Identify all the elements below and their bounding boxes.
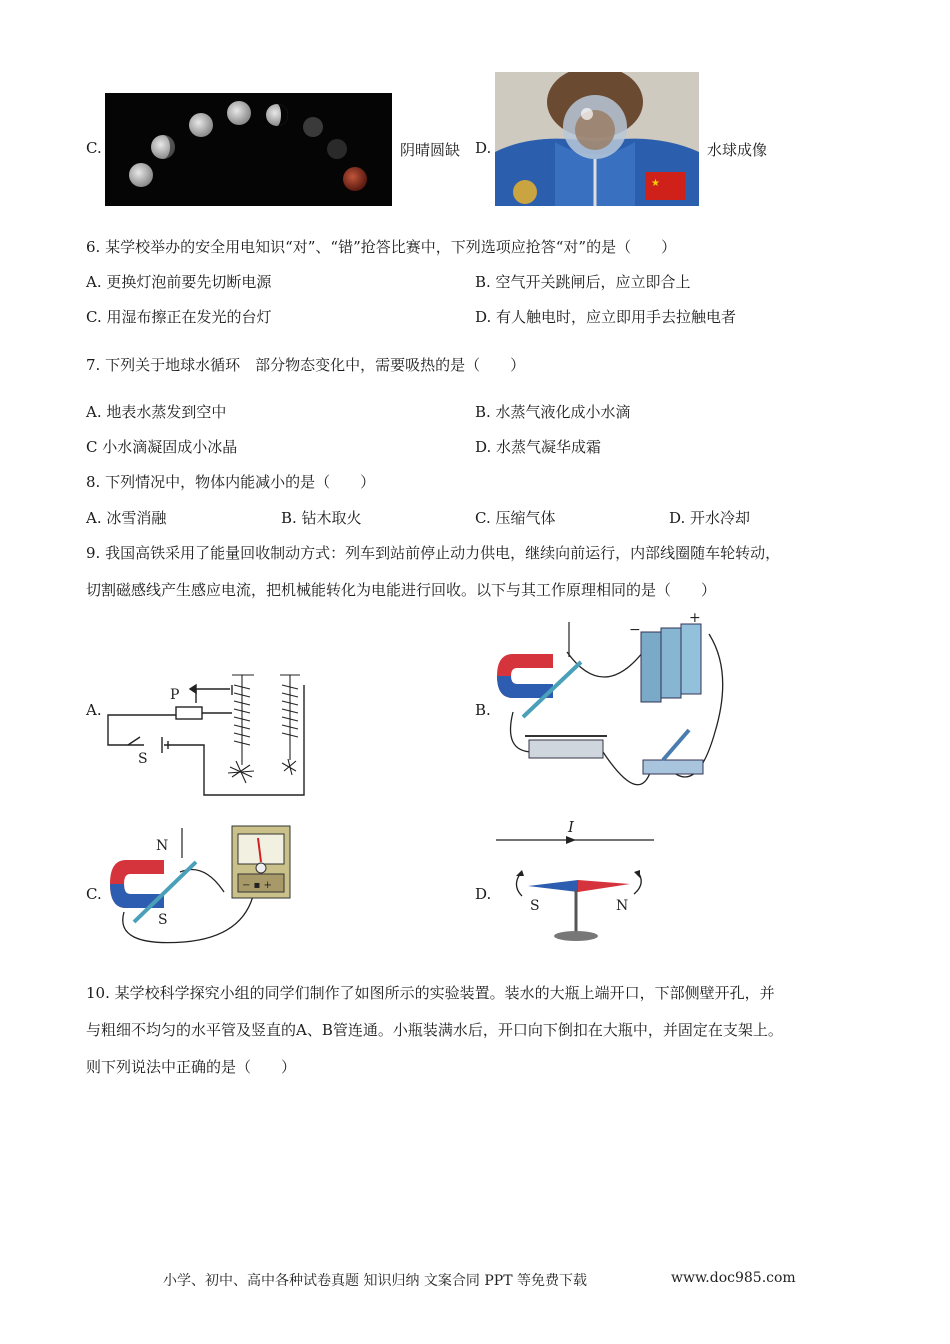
q10-stem-line2: 与粗细不均匀的水平管及竖直的A、B管连通。小瓶装满水后，开口向下倒扣在大瓶中，并固定在支架上。 (86, 1021, 783, 1039)
fig-b-minus-label: − (629, 622, 641, 638)
q7-option-a: A. 地表水蒸发到空中 (86, 403, 227, 421)
switch (643, 730, 703, 774)
galvanometer-figure (104, 822, 304, 947)
fig-a-s-label: S (138, 751, 148, 767)
q9-option-c-label: C. (86, 885, 102, 903)
q5-option-c-label: C. (86, 139, 102, 157)
q8-option-b: B. 钻木取火 (281, 509, 362, 527)
q7-option-d: D. 水蒸气凝华成霜 (475, 438, 602, 456)
generator-battery-figure (493, 612, 728, 797)
q5-option-d-label: D. (475, 139, 492, 157)
oersted-compass-figure (494, 814, 664, 948)
rheostat (525, 736, 607, 758)
compass-needle (528, 880, 630, 941)
nail-coils (228, 675, 300, 783)
svg-text:★: ★ (651, 178, 660, 189)
q7-option-c: C 小水滴凝固成小冰晶 (86, 438, 238, 456)
moon-phases-image (105, 93, 392, 206)
footer-text: 小学、初中、高中各种试卷真题 知识归纳 文案合同 PPT 等免费下载 (163, 1273, 587, 1289)
fig-d-s-label: S (530, 898, 540, 914)
q9-stem-line1: 9. 我国高铁采用了能量回收制动方式：列车到站前停止动力供电，继续向前运行，内部线圈随车轮转动， (86, 544, 781, 562)
fig-c-n-label: N (156, 838, 169, 854)
fig-a-p-label: P (170, 687, 180, 703)
fig-d-current-label: I (568, 818, 574, 836)
q9-option-b-label: B. (475, 701, 491, 719)
q8-option-d: D. 开水冷却 (669, 509, 751, 527)
q8-option-c: C. 压缩气体 (475, 509, 556, 527)
q6-option-b: B. 空气开关跳闸后，应立即合上 (475, 273, 691, 291)
footer-url[interactable]: www.doc985.com (671, 1270, 796, 1286)
q5-option-d-caption: 水球成像 (707, 141, 768, 159)
q6-option-d: D. 有人触电时，应立即用手去拉触电者 (475, 308, 737, 326)
fig-d-n-label: N (616, 898, 629, 914)
electromagnet-circuit-figure (104, 665, 314, 800)
water-ball-photo (495, 72, 699, 206)
q6-option-a: A. 更换灯泡前要先切断电源 (86, 273, 272, 291)
q9-option-a-label: A. (86, 701, 102, 719)
water-ball-image (495, 72, 699, 206)
q6-option-c: C. 用湿布擦正在发光的台灯 (86, 308, 272, 326)
q10-stem-line3: 则下列说法中正确的是（ ） (86, 1058, 297, 1076)
moon-phases-photo (105, 93, 392, 206)
fig-b-plus-label: + (689, 612, 701, 626)
galvanometer (232, 826, 290, 898)
q7-stem: 7. 下列关于地球水循环 部分物态变化中，需要吸热的是（ ） (86, 356, 526, 374)
q8-option-a: A. 冰雪消融 (86, 509, 167, 527)
q8-stem: 8. 下列情况中，物体内能减小的是（ ） (86, 473, 376, 491)
q6-stem: 6. 某学校举办的安全用电知识“对”、“错”抢答比赛中，下列选项应抢答“对”的是（ ） (86, 238, 677, 256)
q9-stem-line2: 切割磁感线产生感应电流，把机械能转化为电能进行回收。以下与其工作原理相同的是（ ） (86, 581, 717, 599)
horseshoe-magnet (497, 654, 553, 698)
q7-option-b: B. 水蒸气液化成小水滴 (475, 403, 631, 421)
fig-c-s-label: S (158, 912, 168, 928)
svg-text:− ▪ +: − ▪ + (242, 880, 272, 891)
q9-option-d-label: D. (475, 885, 492, 903)
q5-option-c-caption: 阴晴圆缺 (400, 141, 461, 159)
q10-stem-line1: 10. 某学校科学探究小组的同学们制作了如图所示的实验装置。装水的大瓶上端开口，下部侧壁开孔，并 (86, 984, 775, 1002)
battery-pack (641, 624, 701, 702)
